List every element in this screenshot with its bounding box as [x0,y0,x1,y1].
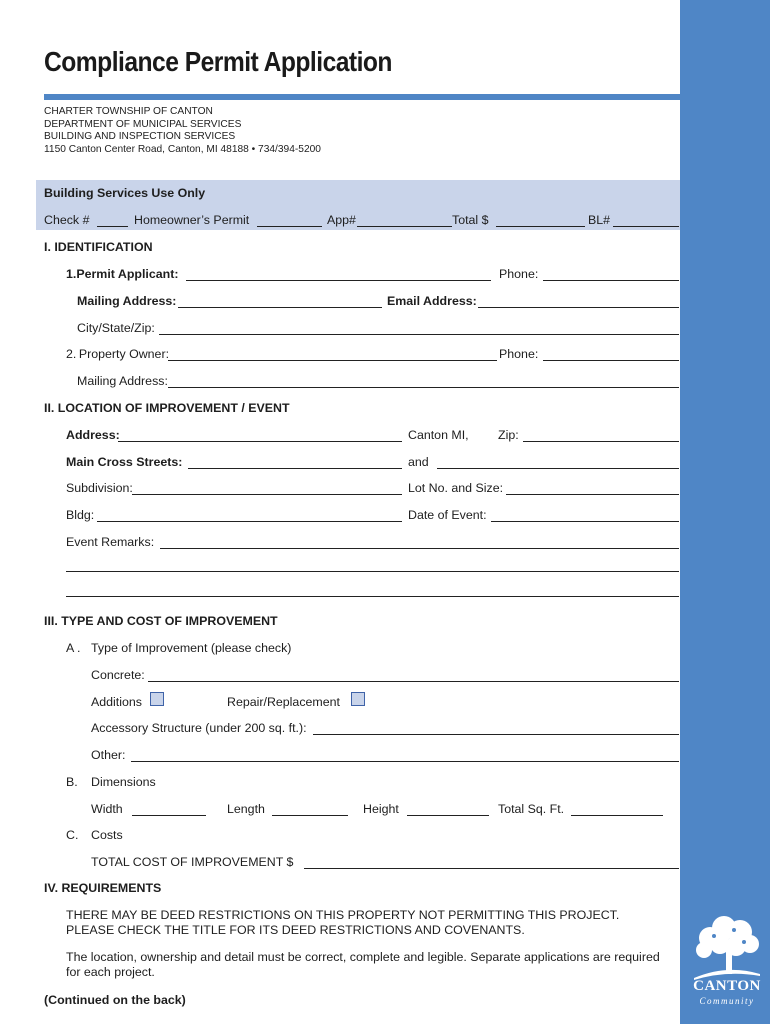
check-number-label: Check # [44,213,90,227]
total-sq-ft-label: Total Sq. Ft. [498,802,565,816]
item-c-label: C. [66,828,79,842]
permit-applicant-field[interactable] [186,280,491,281]
bl-number-field[interactable] [613,226,679,227]
email-address-field[interactable] [478,307,679,308]
event-remarks-line-2[interactable] [66,571,679,572]
event-remarks-field[interactable] [160,548,679,549]
concrete-field[interactable] [148,681,679,682]
logo-canton-text: CANTON [693,978,761,994]
agency-line-services: BUILDING AND INSPECTION SERVICES [44,131,236,143]
separate-applications-line-2: for each project. [66,965,155,979]
location-address-label: Address: [66,428,120,442]
additions-label: Additions [91,695,142,709]
total-amount-label: Total $ [452,213,489,227]
city-state-zip-field[interactable] [159,334,679,335]
section-requirements-heading: IV. REQUIREMENTS [44,881,162,895]
zip-field[interactable] [523,441,679,442]
homeowners-permit-label: Homeowner’s Permit [134,213,250,227]
property-owner-label: 2. Property Owner: [66,347,170,361]
continued-on-back-note: (Continued on the back) [44,993,186,1007]
total-cost-field[interactable] [304,868,679,869]
email-address-label: Email Address: [387,294,477,308]
city-state-zip-label: City/State/Zip: [77,321,155,335]
total-amount-field[interactable] [496,226,585,227]
office-use-heading: Building Services Use Only [44,186,206,200]
lot-no-size-field[interactable] [506,494,679,495]
app-number-field[interactable] [357,226,452,227]
agency-line-street: 1150 Canton Center Road, Canton, MI 48188 • 734/394-5200 [44,143,321,155]
owner-mailing-address-label: Mailing Address: [77,374,168,388]
date-of-event-field[interactable] [491,521,679,522]
cross-street-1-field[interactable] [188,468,402,469]
section-type-cost-heading: III. TYPE AND COST OF IMPROVEMENT [44,614,278,628]
height-field[interactable] [407,815,489,816]
permit-applicant-label: 1.Permit Applicant: [66,267,179,281]
subdivision-field[interactable] [132,494,402,495]
item-b-label: B. [66,775,78,789]
bl-number-label: BL# [588,213,611,227]
canton-mi-label: Canton MI, [408,428,469,442]
agency-line-township: CHARTER TOWNSHIP OF CANTON [44,106,213,117]
item-a-label: A . [66,641,81,655]
location-address-field[interactable] [118,441,402,442]
separate-applications-line-1: The location, ownership and detail must be correct, complete and legible. Separate applications are required [66,950,660,964]
type-of-improvement-label: Type of Improvement (please check) [91,641,292,655]
form-title: Compliance Permit Application [44,46,392,77]
check-number-field[interactable] [97,226,128,227]
other-label: Other: [91,748,126,762]
zip-label: Zip: [498,428,519,442]
width-field[interactable] [132,815,206,816]
total-sq-ft-field[interactable] [571,815,663,816]
accessory-structure-label: Accessory Structure (under 200 sq. ft.): [91,721,307,735]
app-number-label: App# [327,213,356,227]
total-cost-label: TOTAL COST OF IMPROVEMENT $ [91,855,294,869]
agency-line-department: DEPARTMENT OF MUNICIPAL SERVICES [44,118,242,130]
mailing-address-label: Mailing Address: [77,294,177,308]
length-field[interactable] [272,815,348,816]
width-label: Width [91,802,123,816]
homeowners-permit-field[interactable] [257,226,322,227]
deed-restriction-line-2: PLEASE CHECK THE TITLE FOR ITS DEED RESTRICTIONS AND COVENANTS. [66,923,525,937]
owner-mailing-address-field[interactable] [168,387,679,388]
repair-replacement-label: Repair/Replacement [227,695,340,709]
mailing-address-field[interactable] [178,307,382,308]
length-label: Length [227,802,265,816]
accessory-structure-field[interactable] [313,734,679,735]
agency-address-block [44,106,321,156]
side-color-bar [680,0,770,1024]
subdivision-label: Subdivision: [66,481,133,495]
section-identification-heading: I. IDENTIFICATION [44,240,153,254]
title-rule [44,94,680,100]
property-owner-field[interactable] [168,360,497,361]
dimensions-label: Dimensions [91,775,156,789]
deed-restriction-line-1: THERE MAY BE DEED RESTRICTIONS ON THIS PROPERTY NOT PERMITTING THIS PROJECT. [66,908,620,922]
cross-street-2-field[interactable] [437,468,679,469]
bldg-label: Bldg: [66,508,95,522]
owner-phone-label: Phone: [499,347,539,361]
event-remarks-line-3[interactable] [66,596,679,597]
costs-label: Costs [91,828,123,842]
additions-checkbox[interactable] [150,692,164,706]
lot-no-size-label: Lot No. and Size: [408,481,504,495]
repair-replacement-checkbox[interactable] [351,692,365,706]
owner-phone-field[interactable] [543,360,679,361]
other-field[interactable] [131,761,679,762]
date-of-event-label: Date of Event: [408,508,487,522]
height-label: Height [363,802,399,816]
logo-community-text: Community [699,996,755,1006]
main-cross-streets-label: Main Cross Streets: [66,455,183,469]
concrete-label: Concrete: [91,668,145,682]
applicant-phone-field[interactable] [543,280,679,281]
applicant-phone-label: Phone: [499,267,539,281]
and-label: and [408,455,429,469]
section-location-heading: II. LOCATION OF IMPROVEMENT / EVENT [44,401,290,415]
event-remarks-label: Event Remarks: [66,535,155,549]
bldg-field[interactable] [97,521,402,522]
